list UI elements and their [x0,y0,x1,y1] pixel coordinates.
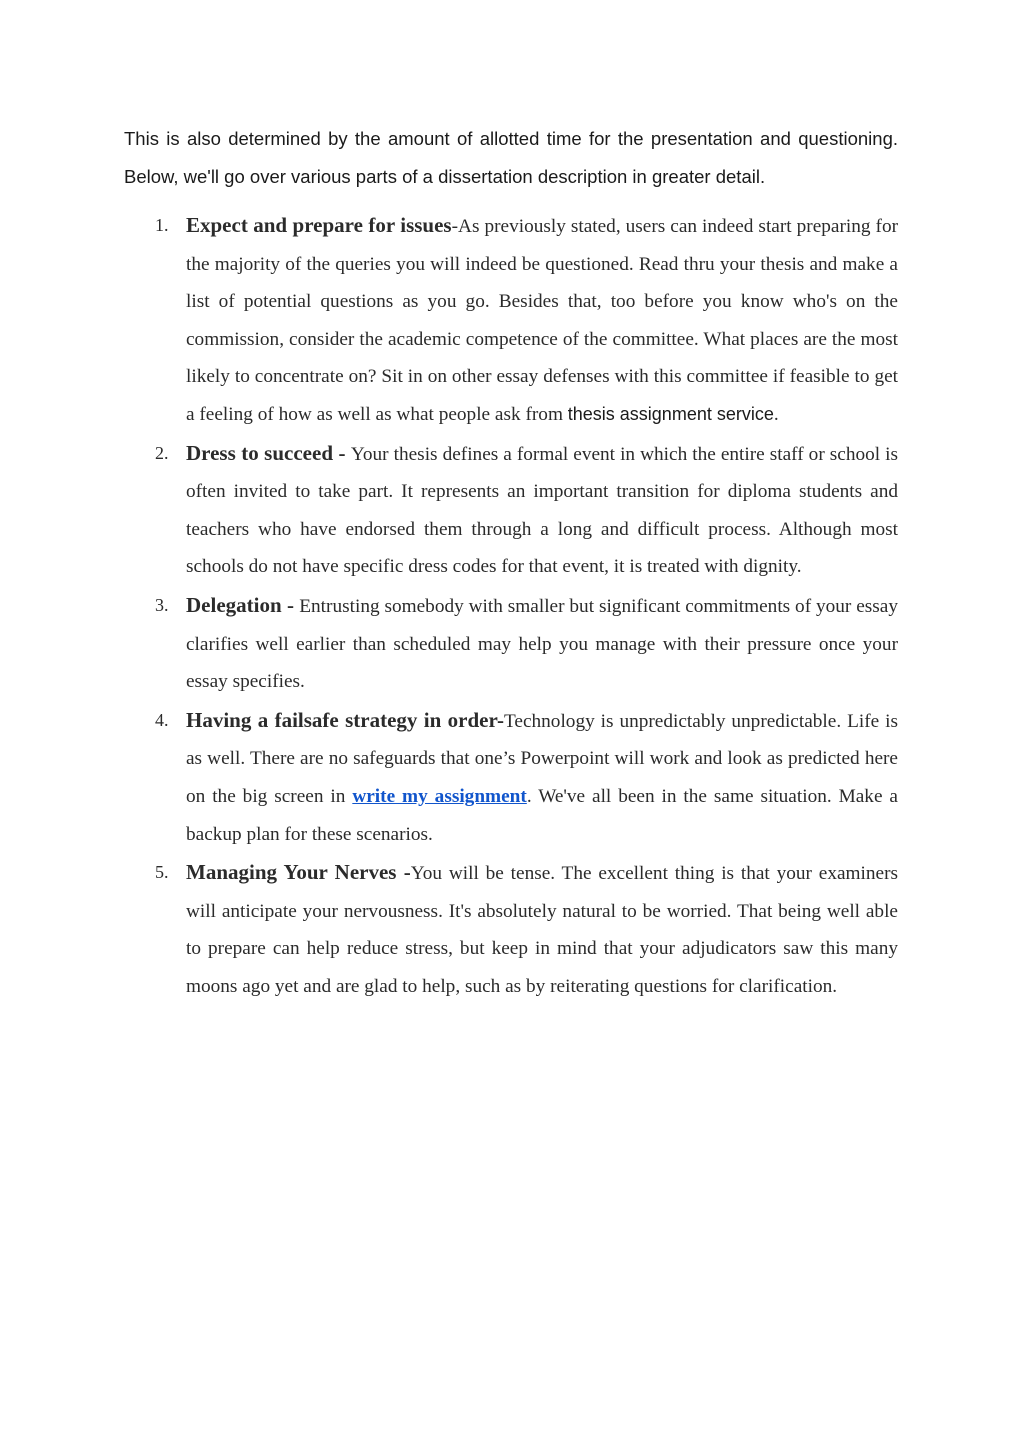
list-item-number: 5. [155,862,169,883]
list-item [124,854,898,1005]
write-my-assignment-link[interactable]: write my assignment [352,785,527,807]
list-item-number: 3. [155,594,169,615]
list-item-heading: Dress to succeed - [186,440,351,465]
list-item [124,435,898,586]
thesis-service-link[interactable]: thesis assignment service [567,403,774,424]
list-item-text: You will be tense. The excellent thing is that your examiners will anticipate your nervousness. It's absolutely natural to be worried. That being well able to prepare can help reduce stress, but keep in mind that your adjudicators saw this many moons ago yet and are glad to help, such as by reiterating questions for clarification. [186,863,898,997]
list-item-number: 1. [155,215,169,235]
list-item-text-end: . [773,403,779,425]
list-item-number: 4. [155,709,169,730]
tips-list [124,207,898,1006]
intro-paragraph: This is also determined by the amount of allotted time for the presentation and questioning. Below, we'll go over various parts of a dissertation description in greater detail. [124,128,898,187]
list-item-heading: Having a failsafe strategy in order- [186,707,504,732]
list-item-text: Entrusting somebody with smaller but significant commitments of your essay clarifies well earlier than scheduled may help you manage with their pressure once your essay specifies. [186,595,898,693]
list-item [124,587,898,701]
list-item-text-end: . We've all been in the same situation. Make a backup plan for these scenarios. [186,785,898,845]
list-item-heading: Managing Your Nerves - [186,860,411,885]
list-item-heading: Delegation - [186,592,300,617]
list-item-heading: Expect and prepare for issues [186,213,452,237]
list-item-number: 2. [155,442,169,463]
list-item [124,207,898,434]
list-item [124,702,898,853]
list-item-text: Technology is unpredictably unpredictable. Life is as well. There are no safeguards that one’s Powerpoint will work and look as predicted here on the big screen in [186,710,898,807]
list-item-text: -As previously stated, users can indeed start preparing for the majority of the queries you will indeed be questioned. Read thru your thesis and make a list of potential questions as you go. Besides that, too before you know who's on the commission, consider the academic competence of the committee. What places are the most likely to concentrate on? Sit in on other essay defenses with this committee if feasible to get a feeling of how as well as what people ask from [186,216,898,425]
list-item-text: Your thesis defines a formal event in which the entire staff or school is often invited to take part. It represents an important transition for diploma students and teachers who have endorsed them through a long and difficult process. Although most schools do not have specific dress codes for that event, it is treated with dignity. [186,443,898,578]
